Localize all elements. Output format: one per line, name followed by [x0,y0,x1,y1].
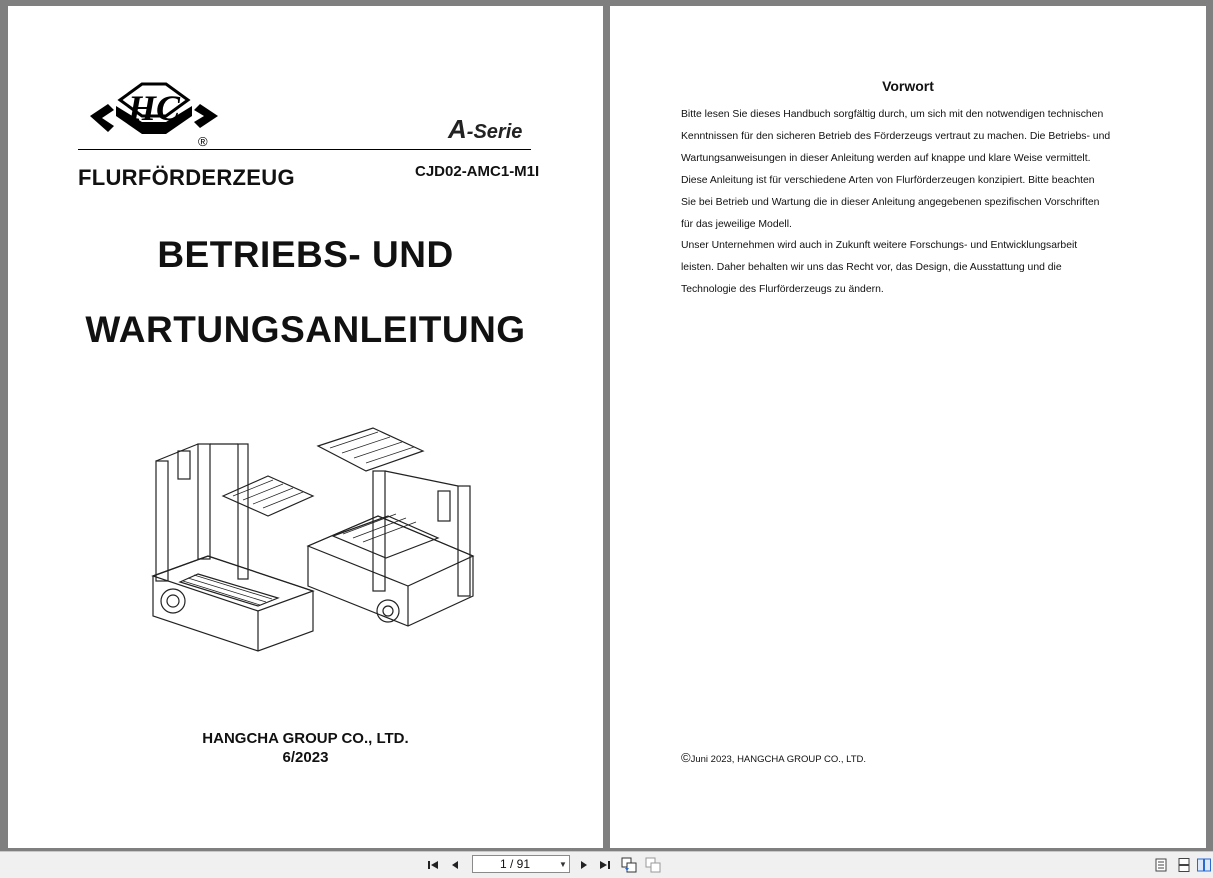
page-indicator[interactable]: 1 / 91 [499,857,531,871]
first-page-icon[interactable] [425,857,441,873]
copyright-symbol: © [681,750,691,765]
copyright-notice [681,750,866,765]
foreword-line: Sie bei Betrieb und Wartung die in dieser Anleitung angegebenen spezifischen Vorschriften [681,196,1100,208]
header-rule [78,149,531,150]
foreword-line: Kenntnissen für den sicheren Betrieb des Förderzeugs vertraut zu machen. Die Betriebs- und [681,130,1111,142]
foreword-heading: Vorwort [882,78,934,94]
title-line-1: BETRIEBS- UND [157,234,454,275]
prev-page-icon[interactable] [447,857,463,873]
foreword-line: leisten. Daher behalten wir uns das Recht vor, das Design, die Ausstattung und die [681,262,1062,274]
facing-pages-icon[interactable] [1196,857,1212,873]
svg-text:®: ® [198,134,208,149]
foreword-line: für das jeweilige Modell. [681,218,792,230]
next-page-icon[interactable] [576,857,592,873]
single-page-icon[interactable] [1153,857,1169,873]
go-back-icon[interactable] [621,857,637,873]
foreword-line: Diese Anleitung ist für verschiedene Arten von Flurförderzeugen konzipiert. Bitte beachten [681,174,1095,186]
foreword-line: Unser Unternehmen wird auch in Zukunft weitere Forschungs- und Entwicklungsarbeit [681,240,1078,252]
hangcha-logo [80,76,230,151]
go-forward-icon[interactable] [645,857,661,873]
product-type: FLURFÖRDERZEUG [78,165,295,190]
model-code: CJD02-AMC1-M1I [415,163,540,180]
foreword-text [681,104,1151,301]
publish-date: 6/2023 [282,749,329,766]
pdf-page-1 [8,6,603,848]
company-name: HANGCHA GROUP CO., LTD. [202,730,409,747]
continuous-icon[interactable] [1176,857,1192,873]
title-line-2: WARTUNGSANLEITUNG [85,309,526,350]
copyright-text: Juni 2023, HANGCHA GROUP CO., LTD. [690,754,867,765]
page-number-field[interactable] [472,855,570,873]
forklift-illustration [138,416,478,656]
last-page-icon[interactable] [597,857,613,873]
series-label: A-Serie [448,114,523,144]
foreword-line: Bitte lesen Sie dieses Handbuch sorgfältig durch, um sich mit den notwendigen technischen [681,109,1104,120]
foreword-line: Technologie des Flurförderzeugs zu ändern. [681,284,884,296]
viewer-toolbar [0,851,1213,878]
chevron-down-icon[interactable]: ▼ [559,859,567,869]
svg-text:HC: HC [128,88,181,128]
foreword-line: Wartungsanweisungen in dieser Anleitung werden auf knappe und klare Weise vermittelt. [681,152,1091,164]
pdf-page-2 [610,6,1206,848]
